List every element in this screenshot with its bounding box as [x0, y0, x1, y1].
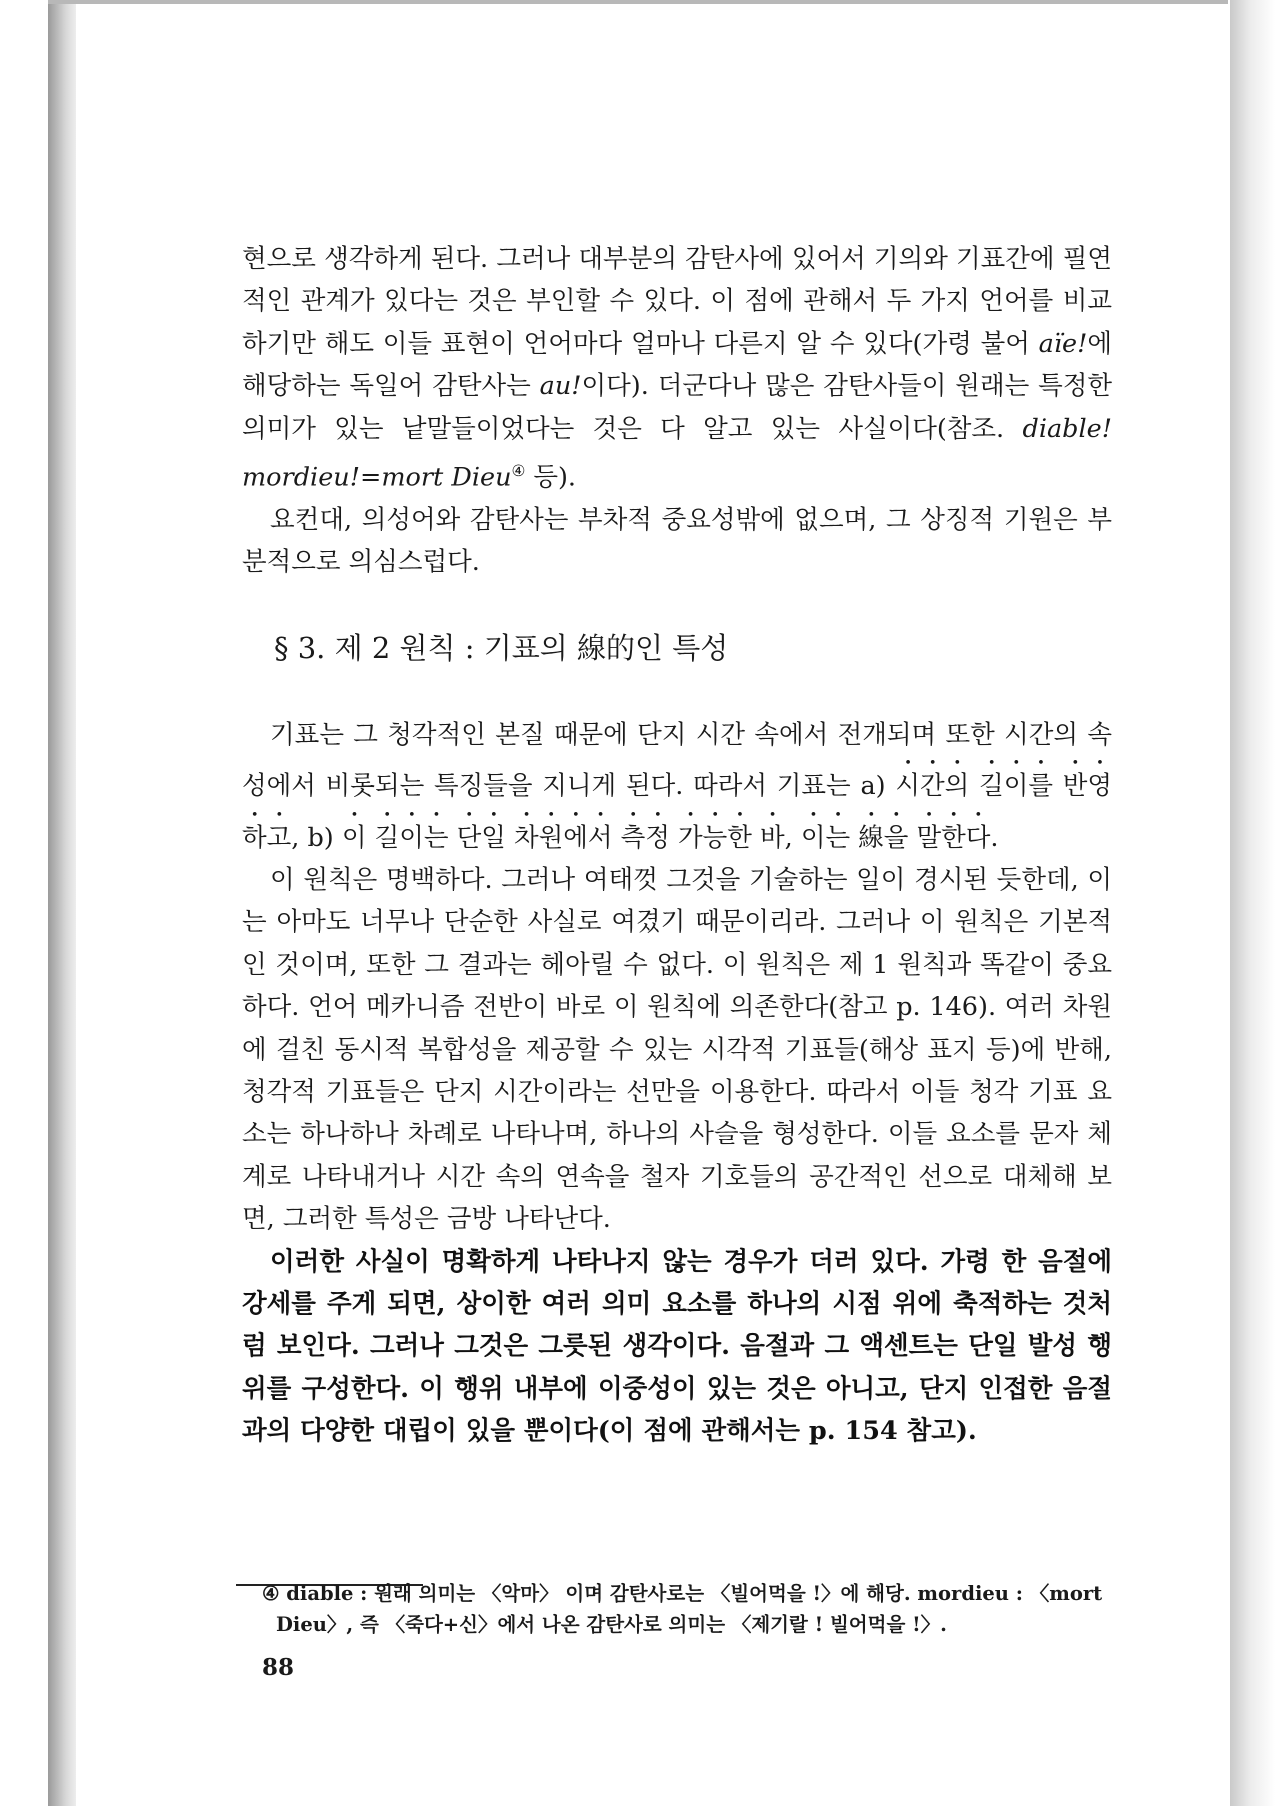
paragraph-3: 기표는 그 청각적인 본질 때문에 단지 시간 속에서 전개되며 또한 시간의 속성에서 비롯되는 특징들을 지니게 된다. 따라서 기표는 a) 시간의 길이를 반영하고, b) 이 길이는 단일 차원에서 측정 가능한 바, 이는 線을 말한다. — [242, 719, 1113, 853]
paragraph-5: 이러한 사실이 명확하게 나타나지 않는 경우가 더러 있다. 가령 한 음절에 강세를 주게 되면, 상이한 여러 의미 요소를 하나의 시점 위에 축적하는 것처럼 보인다. 그러나 그것은 그릇된 생각이다. 음절과 그 액센트는 단일 발성 행위를 구성한다. 이 행위 내부에 이중성이 있는 것은 아니고, 단지 인접한 음절과의 다양한 대립이 있을 뿐이다(이 점에 관해서는 p. 154 참고). — [242, 1246, 1112, 1447]
example-aie: aïe! — [1038, 328, 1088, 359]
footnote-line-1: ④ diable : 원래 의미는 〈악마〉 이며 감탄사로는 〈빌어먹을 !〉에 해당. mordieu : 〈mort — [262, 1582, 1103, 1605]
paragraph-1: 현으로 생각하게 된다. 그러나 대부분의 감탄사에 있어서 기의와 기표간에 필연적인 관계가 있다는 것은 부인할 수 있다. 이 점에 관해서 두 가지 언어를 비교하기만 해도 이들 표현이 언어마다 얼마나 다른지 알 수 있다(가령 불어 aïe!에 해당하는 독일어 감탄사는 au!이다). 더군다나 많은 감탄사들이 원래는 특정한 의미가 있는 낱말들이었다는 것은 다 알고 있는 사실이다(참조. diable! mordieu!=mort Dieu④ 등). — [242, 244, 1113, 493]
paragraph-4: 이 원칙은 명백하다. 그러나 여태껏 그것을 기술하는 일이 경시된 듯한데, 이는 아마도 너무나 단순한 사실로 여겼기 때문이리라. 그러나 이 원칙은 기본적인 것이며, 또한 그 결과는 헤아릴 수 없다. 이 원칙은 제 1 원칙과 똑같이 중요하다. 언어 메카니즘 전반이 바로 이 원칙에 의존한다(참고 p. 146). 여러 차원에 걸친 동시적 복합성을 제공할 수 있는 시각적 기표들(해상 표지 등)에 반해, 청각적 기표들은 단지 시간이라는 선만을 이용한다. 따라서 이들 청각 기표 요소는 하나하나 차례로 나타나며, 하나의 사슬을 형성한다. 이들 요소를 문자 체계로 나타내거나 시간 속의 연속을 철자 기호들의 공간적인 선으로 대체해 보면, 그러한 특성은 금방 나타난다. — [242, 864, 1112, 1235]
paragraph-2: 요컨대, 의성어와 감탄사는 부차적 중요성밖에 없으며, 그 상징적 기원은 부분적으로 의심스럽다. — [242, 504, 1112, 578]
example-diable: diable! mordieu!=mort Dieu — [242, 413, 1112, 493]
page-number: 88 — [262, 1654, 295, 1681]
page-body — [242, 238, 1112, 1453]
emphasis-dotted-a: 시간의 길이를 반영하고, — [242, 771, 1113, 853]
example-au: au! — [539, 371, 582, 402]
footnote-line-2: Dieu〉, 즉 〈죽다+신〉에서 나온 감탄사로 의미는 〈제기랄 ! 빌어먹을 !〉. — [276, 1613, 947, 1636]
footnote-marker: ④ — [511, 462, 526, 481]
footnote — [262, 1578, 1112, 1640]
page-stack-left-edge — [48, 0, 78, 1806]
section-heading: § 3. 제 2 원칙 : 기표의 線的인 특성 — [274, 630, 729, 665]
page-right-shadow — [1230, 0, 1275, 1806]
emphasis-dotted-b: 이 길이는 단일 차원에서 측정 가능한 바, 이는 線을 말한다. — [341, 822, 999, 853]
